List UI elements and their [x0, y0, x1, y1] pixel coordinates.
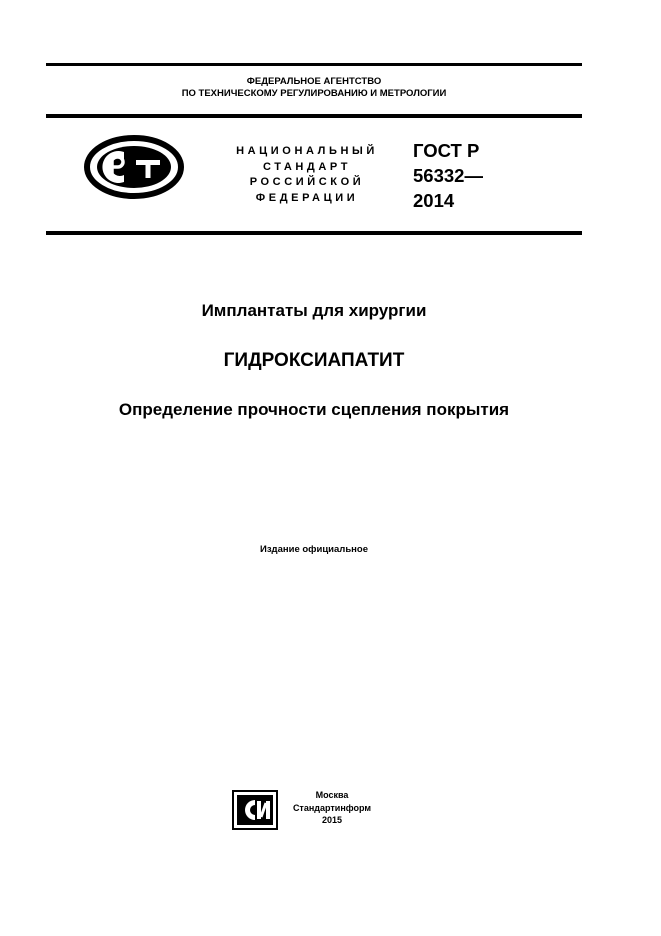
- standard-type-line-3: РОССИЙСКОЙ: [249, 176, 365, 188]
- header-bottom-rule: [46, 114, 582, 118]
- agency-line-1: ФЕДЕРАЛЬНОЕ АГЕНТСТВО: [246, 76, 382, 87]
- document-title-line-1: Имплантаты для хирургии: [201, 301, 427, 320]
- document-title-line-2: ГИДРОКСИАПАТИТ: [223, 350, 405, 371]
- publisher-city: Москва: [315, 790, 349, 800]
- gost-r-logo-icon: [84, 135, 184, 199]
- agency-line-2: ПО ТЕХНИЧЕСКОМУ РЕГУЛИРОВАНИЮ И МЕТРОЛОГИИ: [181, 88, 447, 99]
- standard-type-line-4: ФЕДЕРАЦИИ: [255, 191, 359, 204]
- standard-code-line-1: ГОСТ Р: [413, 140, 480, 161]
- publisher-info: [284, 789, 380, 827]
- standartinform-logo-icon: [232, 790, 278, 830]
- standard-code-line-2: 56332—: [413, 165, 483, 186]
- publication-year: 2015: [321, 815, 343, 825]
- edition-label: Издание официальное: [260, 544, 368, 555]
- standard-code: [413, 138, 563, 213]
- header-top-rule: [46, 63, 582, 66]
- standard-type-line-2: СТАНДАРТ: [262, 160, 352, 173]
- standard-code-line-3: 2014: [413, 190, 455, 211]
- document-title-line-3: Определение прочности сцепления покрытия: [118, 400, 510, 419]
- publisher-name: Стандартинформ: [292, 802, 372, 813]
- standard-type-line-1: НАЦИОНАЛЬНЫЙ: [236, 145, 378, 157]
- title-block-rule: [46, 231, 582, 235]
- standard-type: [222, 144, 392, 206]
- agency-name: [46, 76, 582, 100]
